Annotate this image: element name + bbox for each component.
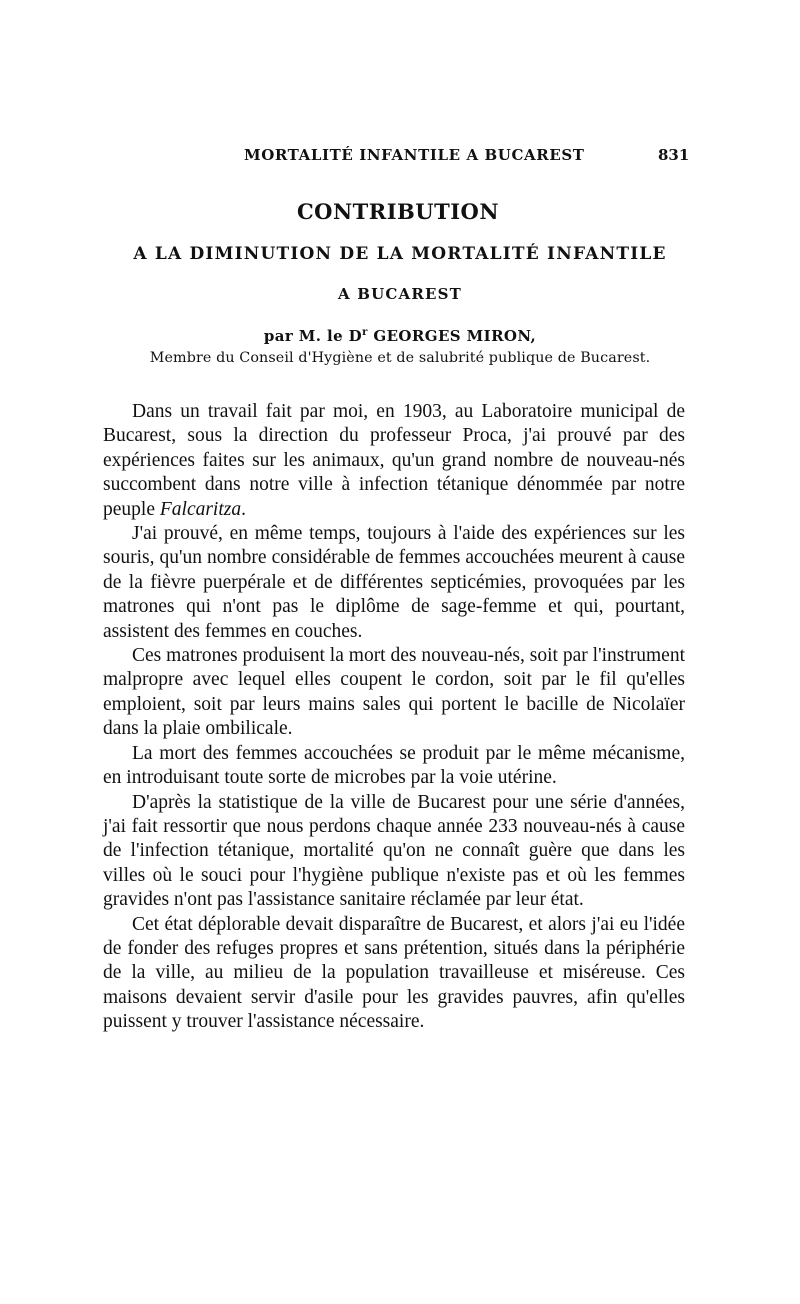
article-body	[103, 400, 685, 1035]
author-line	[0, 327, 800, 345]
author-name: GEORGES MIRON,	[367, 327, 537, 345]
italic-term: Falcaritza	[159, 498, 242, 520]
paragraph: D'après la statistique de la ville de Bucarest pour une série d'années, j'ai fait ressortir que nous perdons chaque année 233 nouveau-nés à cause de l'infection tétanique, mortalité qu'on ne connaît guère que dans les villes où le souci pour l'hygiène publique n'existe pas et où les femmes gravides n'ont pas l'assistance sanitaire réclamée par leur état.	[103, 791, 685, 911]
author-title-sup: r	[362, 327, 368, 338]
author-affiliation: Membre du Conseil d'Hygiène et de salubrité publique de Bucarest.	[149, 350, 651, 366]
paragraph: Cet état déplorable devait disparaître de Bucarest, et alors j'ai eu l'idée de fonder des refuges propres et sans prétention, situés dans la périphérie de la ville, au milieu de la population travailleuse et miséreuse. Ces maisons devaient servir d'asile pour les gravides pauvres, afin qu'elles puissent y trouver l'assistance nécessaire.	[103, 913, 685, 1033]
paragraph	[103, 400, 685, 522]
author-prefix: par M. le D	[263, 327, 363, 345]
page-number: 831	[658, 146, 690, 164]
article-subtitle: A LA DIMINUTION DE LA MORTALITÉ INFANTILE	[133, 244, 667, 264]
paragraph-end: .	[241, 498, 246, 520]
running-head: MORTALITÉ INFANTILE A BUCAREST	[244, 146, 585, 164]
paragraph-text: Dans un travail fait par moi, en 1903, au Laboratoire municipal de Bucarest, sous la direction du professeur Proca, j'ai prouvé par des expériences faites sur les animaux, qu'un grand nombre de nouveau-nés succombent dans notre ville à infection tétanique dénommée par notre peuple	[103, 401, 685, 520]
article-title: CONTRIBUTION	[296, 199, 500, 224]
paragraph: Ces matrones produisent la mort des nouveau-nés, soit par l'instrument malpropre avec lequel elles coupent le cordon, soit par le fil qu'elles emploient, soit par leurs mains sales qui portent le bacille de Nicolaïer dans la plaie ombilicale.	[103, 645, 685, 740]
article-subtitle-city: A BUCAREST	[337, 285, 463, 303]
paragraph: J'ai prouvé, en même temps, toujours à l'aide des expériences sur les souris, qu'un nombre considérable de femmes accouchées meurent à cause de la fièvre puerpérale et de différentes septicémies, provoquées par les matrones qui n'ont pas le diplôme de sage-femme et qui, pourtant, assistent des femmes en couches.	[103, 523, 685, 642]
paragraph: La mort des femmes accouchées se produit par le même mécanisme, en introduisant toute sorte de microbes par la voie utérine.	[103, 742, 685, 789]
